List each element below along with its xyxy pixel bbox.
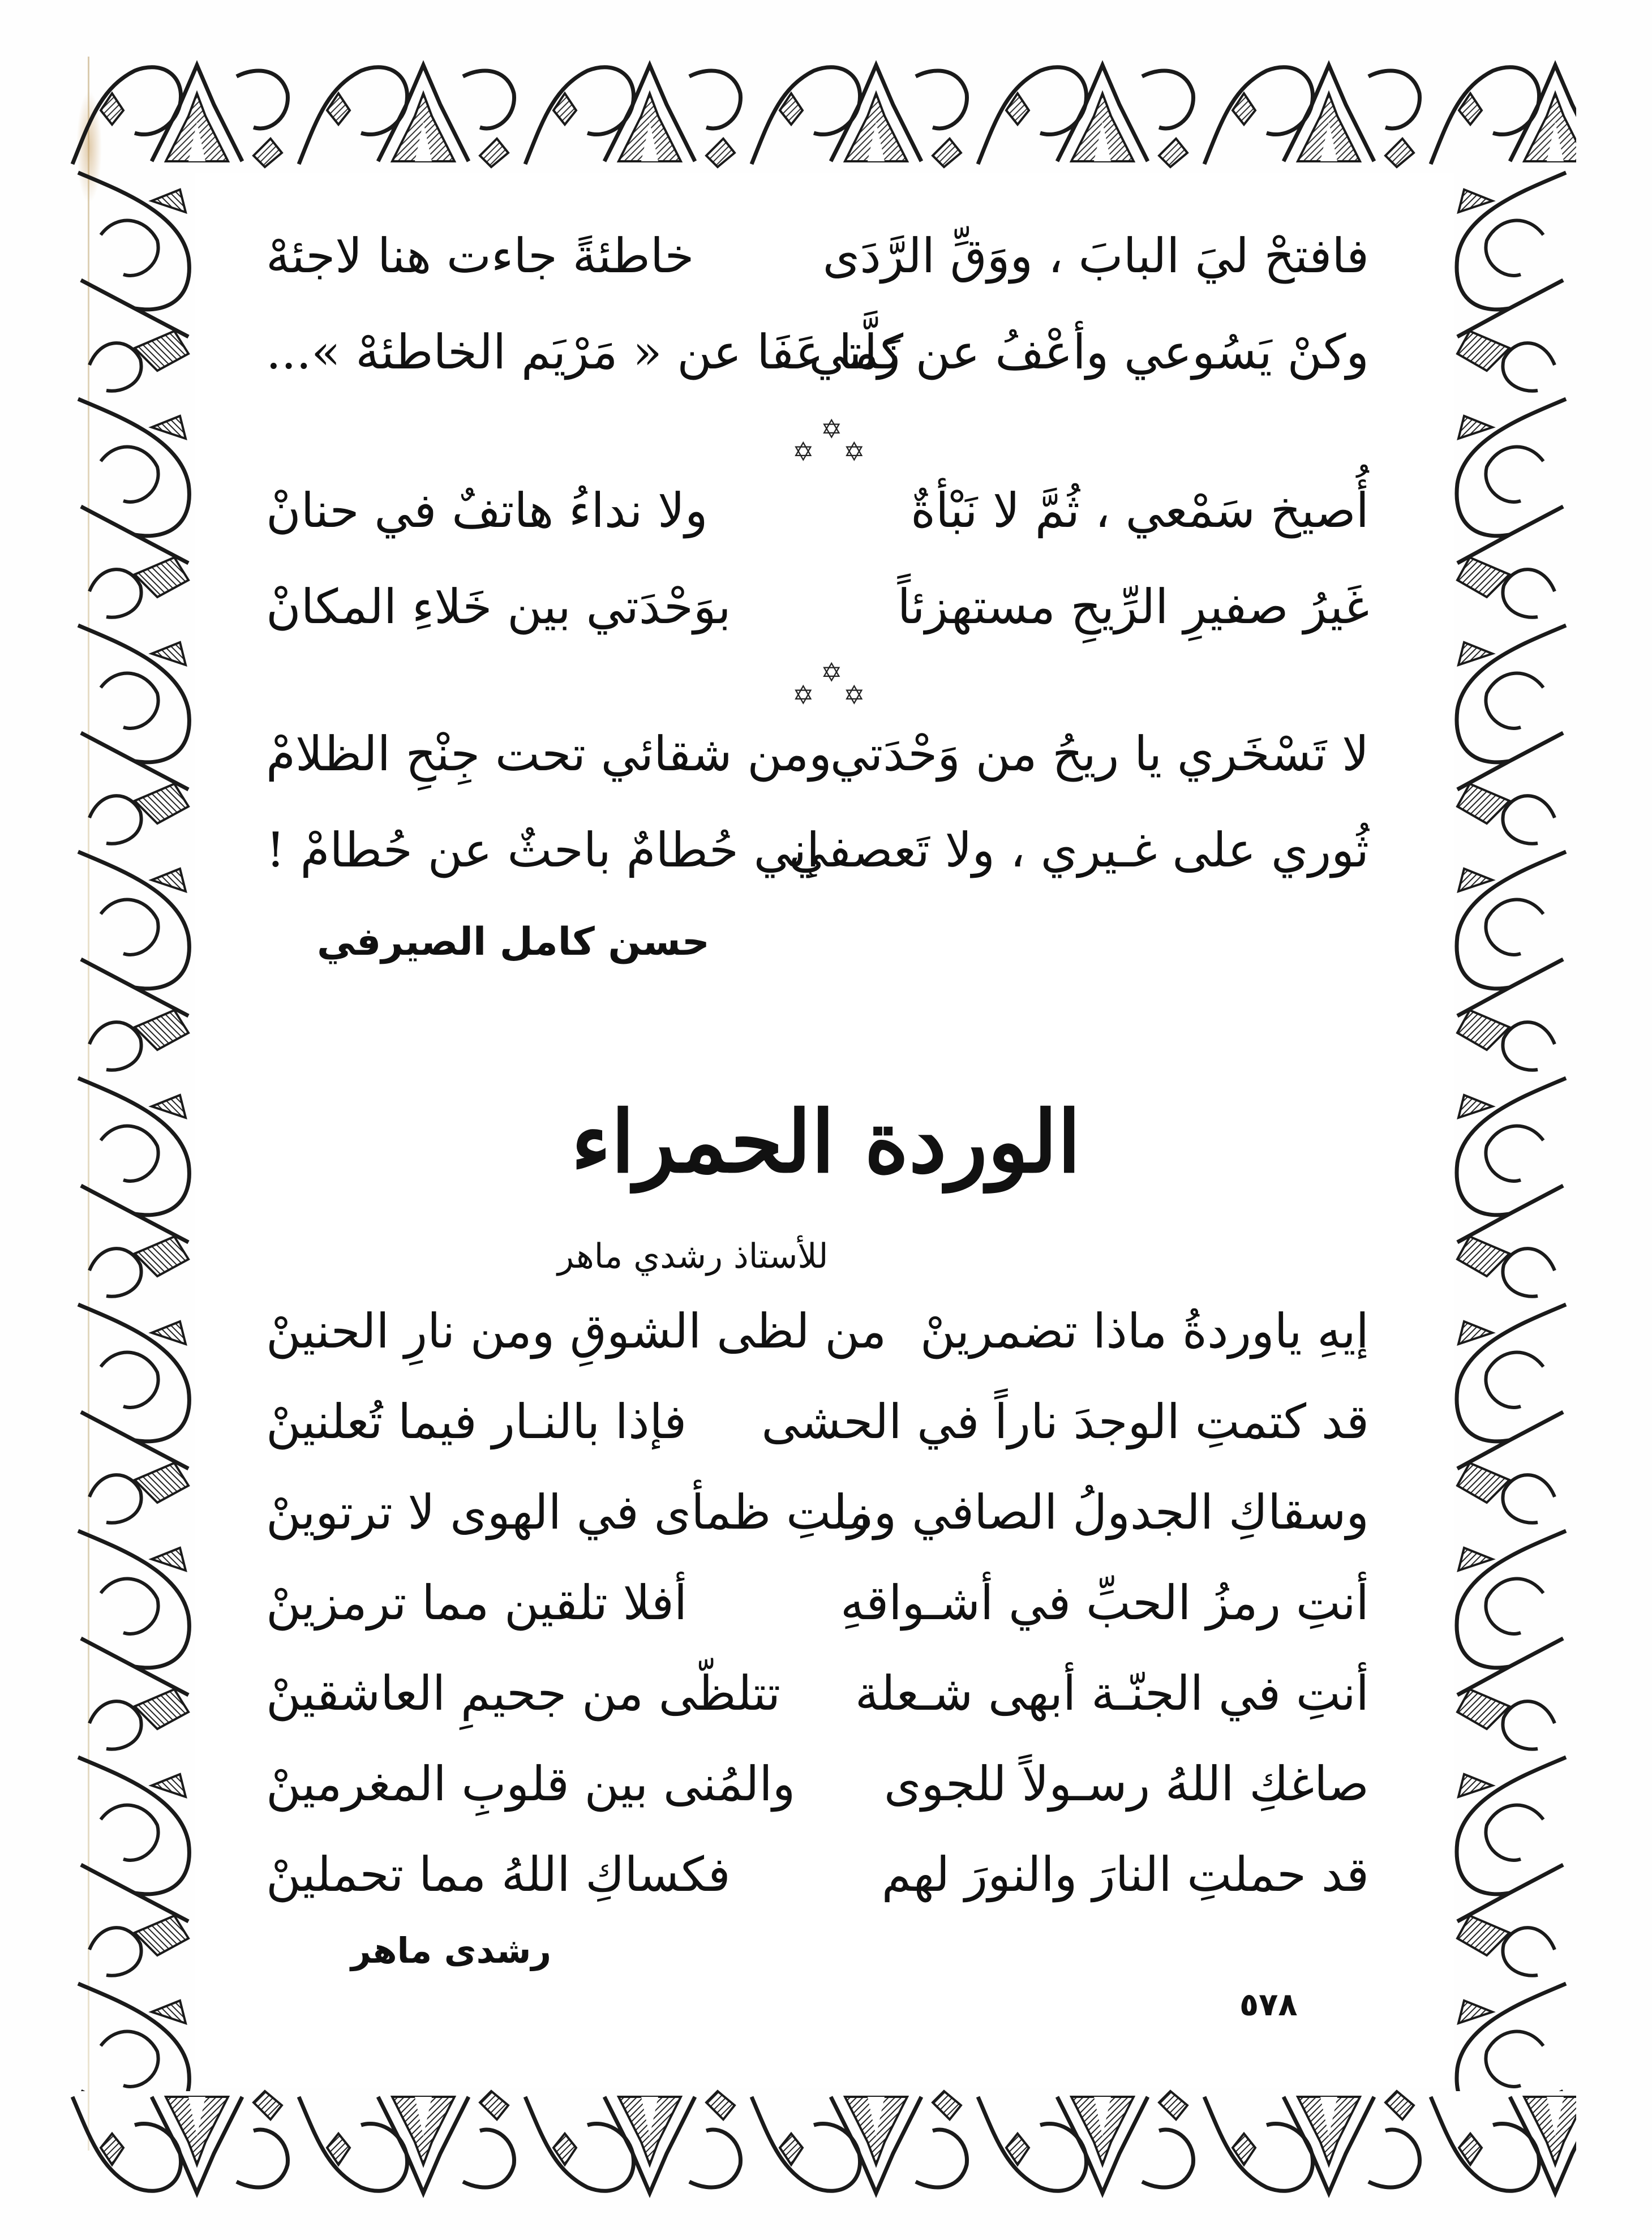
hemistich-left: تتلظّى من جحيمِ العاشقينْ — [266, 1666, 781, 1721]
poem1-verse-4 — [0, 579, 1652, 651]
stanza-separator — [775, 416, 877, 484]
hemistich-left: فإذا بالنـار فيما تُعلنينْ — [266, 1394, 687, 1449]
hemistich-right: غَيرُ صفيرِ الرِّيحِ مستهزئاً — [897, 579, 1369, 634]
star-icon: ✡ — [792, 436, 814, 467]
hemistich-left: بوَحْدَتي بين خَلاءِ المكانْ — [266, 579, 731, 634]
border-bottom-arabesque-icon — [67, 2085, 1576, 2202]
hemistich-left: زلتِ ظمأى في الهوى لا ترتوينْ — [266, 1484, 870, 1540]
poem2-verse-2 — [0, 1394, 1652, 1466]
poem2-verse-5 — [0, 1666, 1652, 1737]
poem2-verse-7 — [0, 1847, 1652, 1919]
hemistich-right: وسقاكِ الجدولُ الصافي وما — [834, 1484, 1369, 1540]
hemistich-right: أُصيخ سَمْعي ، ثُمَّ لا نَبْأةٌ — [911, 483, 1369, 538]
poem1-verse-3 — [0, 483, 1652, 555]
poem2-verse-6 — [0, 1756, 1652, 1828]
page-number: ٥٧٨ — [1239, 1986, 1298, 2023]
hemistich-right: أنتِ رمزُ الحبِّ في أشـواقهِ — [840, 1575, 1369, 1630]
hemistich-left: خاطئةً جاءت هنا لاجئهْ — [266, 228, 694, 284]
star-icon: ✡ — [821, 414, 843, 444]
hemistich-right: إيهِ ياوردةُ ماذا تضمرينْ — [920, 1303, 1369, 1359]
star-icon: ✡ — [821, 657, 843, 688]
poem1-verse-2 — [0, 324, 1652, 396]
hemistich-left: فكساكِ اللهُ مما تحملينْ — [266, 1847, 731, 1902]
hemistich-left: من لظى الشوقِ ومن نارِ الحنينْ — [266, 1303, 887, 1359]
stanza-separator — [775, 659, 877, 727]
hemistich-left: والمُنى بين قلوبِ المغرمينْ — [266, 1756, 796, 1812]
hemistich-left: ولا نداءُ هاتفٌ في حنانْ — [266, 483, 708, 538]
hemistich-right: فافتحْ ليَ البابَ ، ووَقِّ الرَّدَى — [822, 228, 1369, 284]
hemistich-right: أنتِ في الجنّـة أبهى شـعلة — [855, 1666, 1369, 1721]
hemistich-left: إني حُطامٌ باحثٌ عن حُطامْ ! — [266, 822, 820, 878]
poem2-verse-1 — [0, 1303, 1652, 1375]
hemistich-right: ثُوري على غـيري ، ولا تَعصفي — [788, 822, 1369, 878]
poem1-verse-6 — [0, 822, 1652, 894]
hemistich-left: ومن شقائي تحت جِنْحِ الظلامْ — [266, 726, 832, 782]
hemistich-right: صاغكِ اللهُ رسـولاً للجوى — [883, 1756, 1369, 1812]
poem1-verse-1 — [0, 228, 1652, 300]
poem2-title: الوردة الحمراء — [571, 1092, 1081, 1192]
hemistich-right: وكنْ يَسُوعي وأعْفُ عن زَلَّتي — [809, 324, 1369, 380]
poem1-verse-5 — [0, 726, 1652, 798]
poem2-author-signature: رشدى ماهر — [351, 1930, 552, 1971]
star-icon: ✡ — [792, 680, 814, 710]
hemistich-left: أفلا تلقين مما ترمزينْ — [266, 1575, 688, 1630]
hemistich-right: لا تَسْخَري يا ريحُ من وَحْدَتي — [830, 726, 1369, 782]
poem2-verse-4 — [0, 1575, 1652, 1647]
star-icon: ✡ — [843, 436, 865, 467]
poem2-verse-3 — [0, 1484, 1652, 1556]
poem1-author-signature: حسن كامل الصيرفي — [317, 920, 710, 964]
hemistich-left: كما عَفَا عن « مَرْيَم الخاطئهْ »... — [266, 324, 904, 380]
border-top-arabesque-icon — [67, 54, 1576, 175]
hemistich-right: قد حملتِ النارَ والنورَ لهم — [881, 1847, 1369, 1902]
star-icon: ✡ — [843, 680, 865, 710]
poem2-byline: للأستاذ رشدي ماهر — [557, 1237, 829, 1276]
hemistich-right: قد كتمتِ الوجدَ ناراً في الحشى — [761, 1394, 1369, 1449]
